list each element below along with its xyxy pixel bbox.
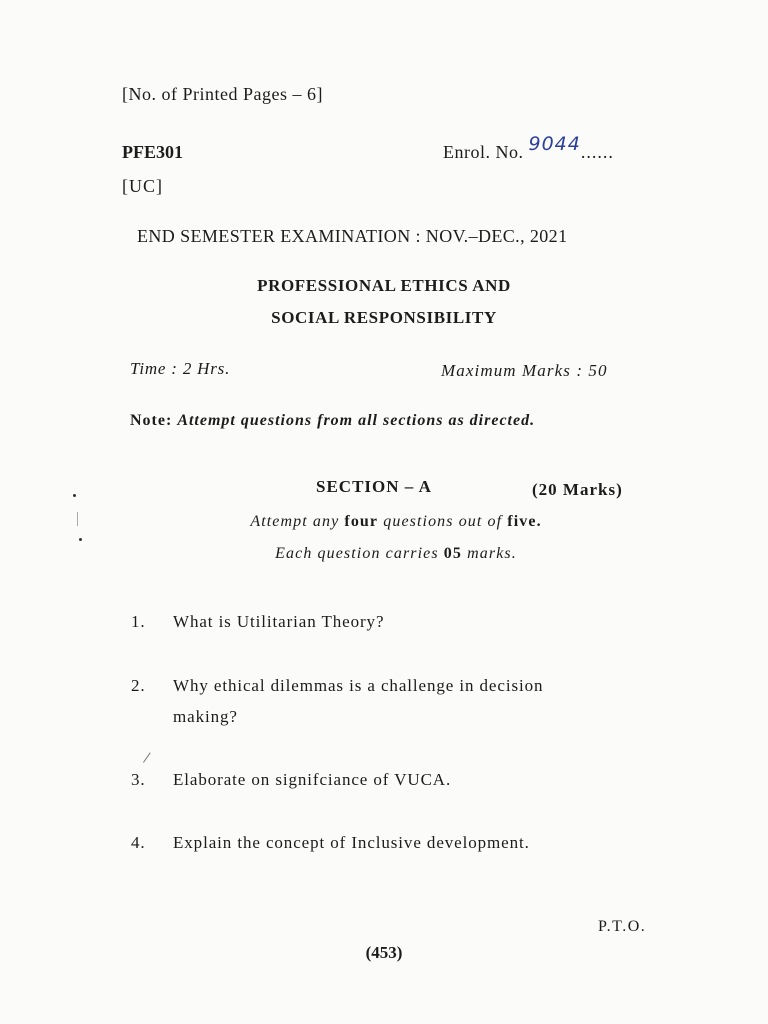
instr2-part-a: Each question carries (275, 545, 439, 562)
instr2-part-b: 05 (443, 545, 462, 562)
question-number: 3. (131, 770, 146, 789)
question-1 (0, 612, 768, 636)
question-3 (0, 770, 768, 794)
exam-title: END SEMESTER EXAMINATION : NOV.–DEC., 2021 (137, 226, 568, 246)
question-2 (0, 676, 768, 700)
enrol-label: Enrol. No. (443, 142, 524, 162)
scan-speck (77, 512, 78, 526)
scan-speck (79, 538, 82, 541)
time-allowed: Time : 2 Hrs. (130, 359, 231, 378)
question-text: What is Utilitarian Theory? (173, 612, 385, 631)
question-number: 2. (131, 676, 146, 695)
instr1-part-b: four (344, 513, 379, 530)
instr1-part-a: Attempt any (250, 513, 340, 530)
section-marks: (20 Marks) (532, 480, 623, 499)
question-text: Why ethical dilemmas is a challenge in decision (173, 676, 544, 695)
enrolment-number (443, 133, 614, 163)
instr1-part-d: five. (507, 513, 542, 530)
note-text: Attempt questions from all sections as directed. (177, 412, 536, 429)
section-instruction-1 (0, 513, 768, 531)
note (130, 412, 535, 430)
question-text: Explain the concept of Inclusive development. (173, 833, 530, 852)
question-number: 4. (131, 833, 146, 852)
maximum-marks: Maximum Marks : 50 (441, 361, 608, 380)
scan-speck (73, 494, 76, 497)
question-number: 1. (131, 612, 146, 631)
printed-pages: [No. of Printed Pages – 6] (122, 84, 323, 104)
note-label: Note: (130, 412, 173, 429)
subject-line-1: PROFESSIONAL ETHICS AND (257, 276, 511, 295)
question-4 (0, 833, 768, 857)
subject-line-2: SOCIAL RESPONSIBILITY (271, 308, 497, 327)
instr2-part-c: marks. (467, 545, 517, 562)
question-2-continued (0, 707, 768, 731)
pto-label: P.T.O. (598, 918, 647, 935)
question-text-continued: making? (173, 707, 238, 726)
section-instruction-2 (0, 545, 768, 563)
instr1-part-c: questions out of (383, 513, 503, 530)
enrol-handwritten-value: 9044 (528, 133, 581, 155)
enrol-dots: ...... (580, 142, 614, 162)
section-title: SECTION – A (316, 477, 432, 496)
course-code: PFE301 (122, 142, 183, 162)
page-code: (453) (365, 943, 403, 962)
tick-mark (143, 752, 151, 763)
question-text: Elaborate on signifciance of VUCA. (173, 770, 452, 789)
category-label: [UC] (122, 176, 163, 196)
